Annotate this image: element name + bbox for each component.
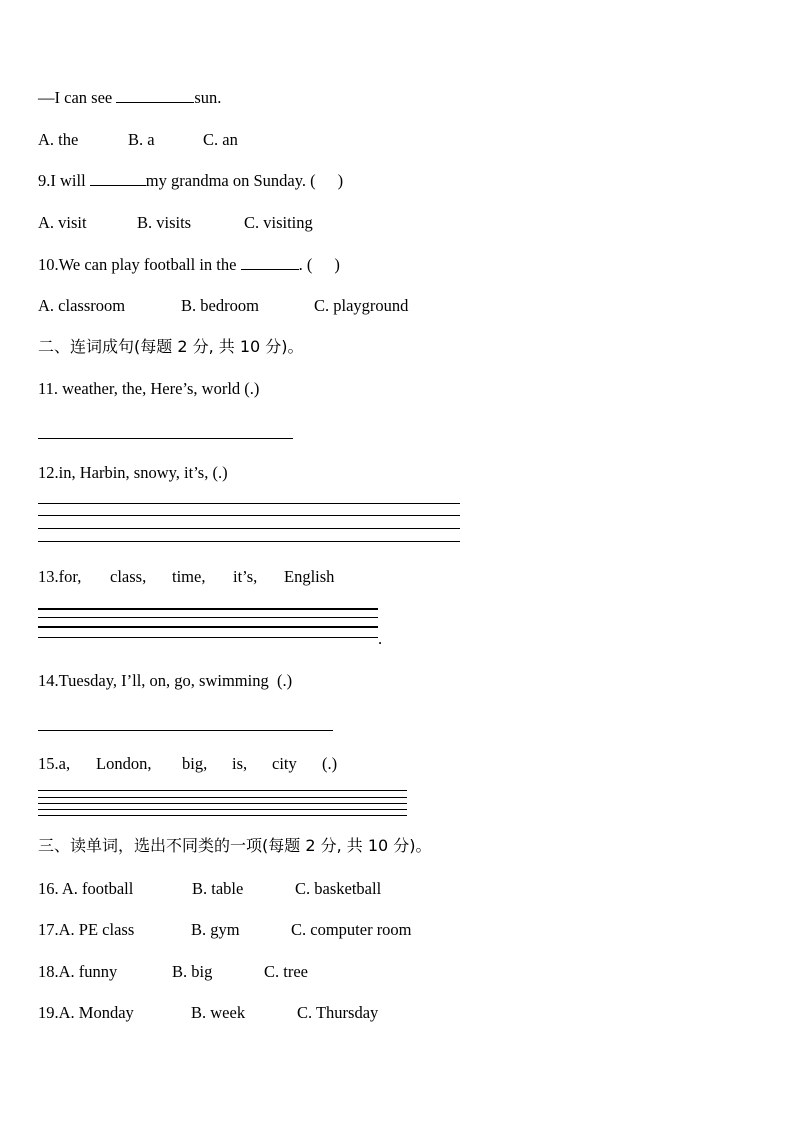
q9-option-a: A. visit — [38, 213, 87, 232]
q18-option-b: B. big — [172, 962, 213, 981]
section-2-title: 二、连词成句(每题 2 分, 共 10 分)。 — [38, 337, 304, 356]
q10-option-b: B. bedroom — [181, 296, 259, 315]
q15-word: is, — [232, 754, 248, 773]
q15-word: London, — [96, 754, 152, 773]
q15-answer-line — [38, 815, 407, 816]
section-3-title: 三、读单词，选出不同类的一项(每题 2 分, 共 10 分)。 — [38, 836, 432, 855]
q8-option-c: C. an — [203, 130, 238, 149]
q15-word: 15.a, — [38, 754, 71, 773]
q10-stem-suffix: . ( — [298, 255, 313, 274]
q9-option-b: B. visits — [137, 213, 192, 232]
q9-blank — [90, 171, 146, 186]
q8-stem-suffix: sun. — [194, 88, 222, 107]
q13-word: class, — [110, 567, 147, 586]
q11-prompt: 11. weather, the, Here’s, world (.) — [38, 379, 260, 398]
q17-option-a: 17.A. PE class — [38, 920, 135, 939]
q13-end-mark: . — [378, 629, 383, 648]
q11-answer-line — [38, 438, 293, 439]
q10-option-c: C. playground — [314, 296, 409, 315]
q8-option-a: A. the — [38, 130, 79, 149]
q14-answer-line — [38, 730, 333, 731]
q15-answer-line — [38, 797, 407, 798]
q13-word: English — [284, 567, 335, 586]
q13-answer-line — [38, 637, 378, 638]
q13-word: 13.for, — [38, 567, 82, 586]
q9-stem-prefix: 9.I will — [38, 171, 90, 190]
q9-stem-suffix: my grandma on Sunday. ( — [145, 171, 316, 190]
q12-answer-line — [38, 541, 460, 542]
q15-answer-line — [38, 790, 407, 791]
q13-word: it’s, — [233, 567, 258, 586]
q12-answer-line — [38, 503, 460, 504]
q15-word: big, — [182, 754, 208, 773]
q16-option-c: C. basketball — [295, 879, 382, 898]
q8-option-b: B. a — [128, 130, 155, 149]
q16-option-a: 16. A. football — [38, 879, 134, 898]
q12-prompt: 12.in, Harbin, snowy, it’s, (.) — [38, 463, 228, 482]
q10-option-a: A. classroom — [38, 296, 126, 315]
q17-option-c: C. computer room — [291, 920, 412, 939]
q15-word: (.) — [322, 754, 338, 773]
q17-option-b: B. gym — [191, 920, 240, 939]
q13-answer-line — [38, 626, 378, 628]
q12-answer-line — [38, 528, 460, 529]
q13-word: time, — [172, 567, 206, 586]
q9-paren-close: ) — [337, 171, 344, 190]
q15-answer-line — [38, 803, 407, 804]
q12-answer-line — [38, 515, 460, 516]
q13-answer-line — [38, 608, 378, 610]
q9-option-c: C. visiting — [244, 213, 313, 232]
q10-stem — [38, 255, 340, 275]
q16-option-b: B. table — [192, 879, 244, 898]
q19-option-a: 19.A. Monday — [38, 1003, 134, 1022]
q10-paren-close: ) — [334, 255, 340, 274]
q8-stem-prefix: —I can see — [38, 88, 117, 107]
q15-word: city — [272, 754, 297, 773]
q18-option-c: C. tree — [264, 962, 308, 981]
q15-answer-line — [38, 809, 407, 810]
q8-blank — [116, 88, 194, 103]
q10-stem-prefix: 10.We can play football in the — [38, 255, 241, 274]
q13-answer-line — [38, 617, 378, 618]
q19-option-c: C. Thursday — [297, 1003, 379, 1022]
q14-prompt: 14.Tuesday, I’ll, on, go, swimming (.) — [38, 671, 293, 690]
q8-stem — [38, 88, 221, 108]
q19-option-b: B. week — [191, 1003, 246, 1022]
q9-stem — [38, 171, 343, 191]
q10-blank — [241, 255, 299, 270]
q18-option-a: 18.A. funny — [38, 962, 118, 981]
